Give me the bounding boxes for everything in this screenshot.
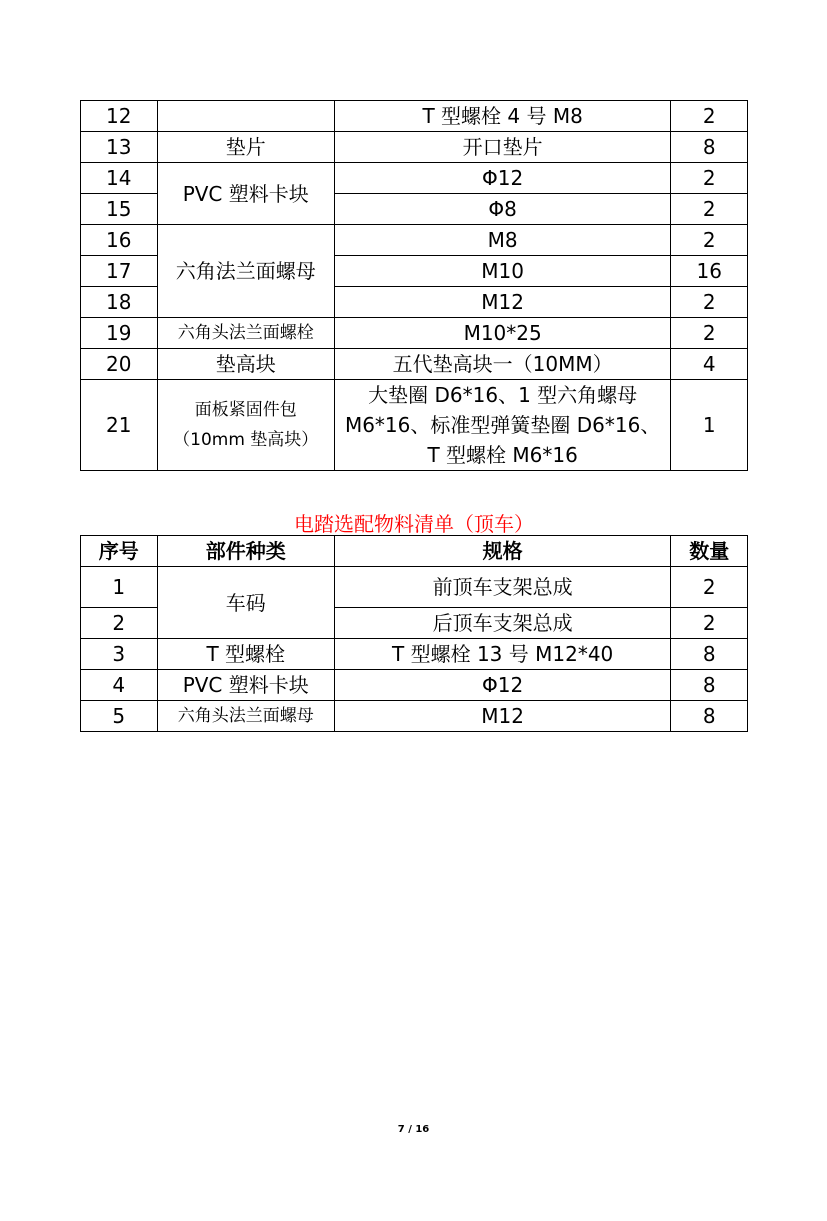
section-title: 电踏选配物料清单（顶车） [294, 512, 534, 536]
part-spec: Φ12 [334, 670, 671, 701]
part-type: 垫高块 [157, 349, 334, 380]
part-qty: 8 [671, 670, 748, 701]
parts-table-continued [80, 100, 748, 471]
part-qty: 4 [671, 349, 748, 380]
part-qty: 2 [671, 318, 748, 349]
table-row [81, 701, 748, 732]
table-header-row [81, 536, 748, 567]
row-number: 14 [81, 163, 158, 194]
row-number: 20 [81, 349, 158, 380]
part-spec: T 型螺栓 4 号 M8 [334, 101, 671, 132]
row-number: 16 [81, 225, 158, 256]
part-spec: T 型螺栓 13 号 M12*40 [334, 639, 671, 670]
row-number: 21 [81, 380, 158, 471]
row-number: 18 [81, 287, 158, 318]
part-qty: 2 [671, 608, 748, 639]
part-type: PVC 塑料卡块 [157, 670, 334, 701]
part-spec [334, 380, 671, 471]
part-qty: 8 [671, 701, 748, 732]
part-spec-line: M6*16、标准型弹簧垫圈 D6*16、 [344, 413, 661, 437]
part-spec: 前顶车支架总成 [334, 567, 671, 608]
table-row [81, 349, 748, 380]
part-spec: M12 [334, 701, 671, 732]
part-spec: M10 [334, 256, 671, 287]
part-qty: 2 [671, 567, 748, 608]
part-type [157, 380, 334, 471]
part-type: 六角法兰面螺母 [157, 225, 334, 318]
table-row [81, 639, 748, 670]
row-number: 17 [81, 256, 158, 287]
row-number: 1 [81, 567, 158, 608]
row-number: 15 [81, 194, 158, 225]
column-header-no: 序号 [81, 536, 158, 567]
part-qty: 8 [671, 132, 748, 163]
part-type: 车码 [157, 567, 334, 639]
part-type: PVC 塑料卡块 [157, 163, 334, 225]
row-number: 3 [81, 639, 158, 670]
column-header-type: 部件种类 [157, 536, 334, 567]
table-row [81, 670, 748, 701]
table-row [81, 318, 748, 349]
row-number: 19 [81, 318, 158, 349]
part-qty: 2 [671, 163, 748, 194]
part-type: 六角头法兰面螺母 [157, 701, 334, 732]
table-row [81, 163, 748, 194]
part-spec: 五代垫高块一（10MM） [334, 349, 671, 380]
table-row [81, 567, 748, 608]
part-type: T 型螺栓 [157, 639, 334, 670]
part-qty: 2 [671, 101, 748, 132]
table-row [81, 225, 748, 256]
parts-table-top-car [80, 535, 748, 732]
row-number: 13 [81, 132, 158, 163]
part-type-line: （10mm 垫高块） [173, 430, 319, 450]
row-number: 2 [81, 608, 158, 639]
part-qty: 8 [671, 639, 748, 670]
part-qty: 2 [671, 194, 748, 225]
part-qty: 16 [671, 256, 748, 287]
row-number: 5 [81, 701, 158, 732]
column-header-qty: 数量 [671, 536, 748, 567]
row-number: 4 [81, 670, 158, 701]
part-type-line: 面板紧固件包 [194, 400, 297, 420]
table-row [81, 132, 748, 163]
part-qty: 1 [671, 380, 748, 471]
part-spec: M8 [334, 225, 671, 256]
part-spec: Φ12 [334, 163, 671, 194]
column-header-spec: 规格 [334, 536, 671, 567]
row-number: 12 [81, 101, 158, 132]
part-spec: 后顶车支架总成 [334, 608, 671, 639]
part-spec-line: 大垫圈 D6*16、1 型六角螺母 [368, 383, 638, 407]
table-row [81, 101, 748, 132]
part-spec: M12 [334, 287, 671, 318]
part-qty: 2 [671, 225, 748, 256]
page-number: 7 / 16 [397, 1124, 430, 1135]
part-spec: M10*25 [334, 318, 671, 349]
part-spec-line: T 型螺栓 M6*16 [427, 443, 578, 467]
part-qty: 2 [671, 287, 748, 318]
part-type [157, 101, 334, 132]
part-type: 六角头法兰面螺栓 [157, 318, 334, 349]
table-row [81, 380, 748, 471]
part-type: 垫片 [157, 132, 334, 163]
part-spec: Φ8 [334, 194, 671, 225]
part-spec: 开口垫片 [334, 132, 671, 163]
